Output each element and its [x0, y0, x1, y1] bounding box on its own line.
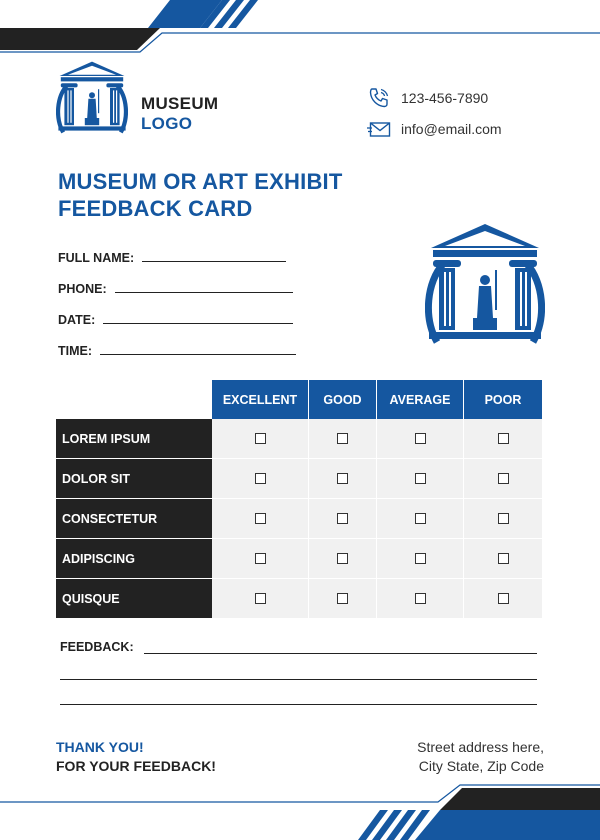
checkbox-poor[interactable] [498, 513, 509, 524]
brand-name-line2: LOGO [141, 114, 193, 133]
checkbox-poor[interactable] [498, 593, 509, 604]
checkbox-good[interactable] [337, 473, 348, 484]
column-header-poor: POOR [464, 380, 543, 419]
thank-you-line2: FOR YOUR FEEDBACK! [56, 758, 216, 774]
rating-cell[interactable] [464, 499, 543, 539]
thank-you-line1: THANK YOU! [56, 739, 144, 755]
full-name-label: FULL NAME: [58, 251, 135, 265]
checkbox-average[interactable] [415, 433, 426, 444]
rating-cell[interactable] [212, 499, 309, 539]
row-label: QUISQUE [56, 579, 212, 619]
rating-cell[interactable] [464, 579, 543, 619]
phone-field[interactable] [58, 276, 293, 296]
rating-cell[interactable] [377, 459, 464, 499]
rating-cell[interactable] [309, 499, 377, 539]
checkbox-good[interactable] [337, 513, 348, 524]
envelope-icon [367, 117, 391, 141]
rating-cell[interactable] [309, 459, 377, 499]
checkbox-excellent[interactable] [255, 553, 266, 564]
table-row [56, 419, 542, 459]
checkbox-average[interactable] [415, 593, 426, 604]
time-input-line[interactable] [100, 354, 296, 355]
museum-temple-icon [425, 222, 545, 344]
rating-cell[interactable] [212, 459, 309, 499]
phone-input-line[interactable] [115, 292, 293, 293]
checkbox-good[interactable] [337, 433, 348, 444]
rating-cell[interactable] [377, 579, 464, 619]
rating-cell[interactable] [377, 419, 464, 459]
brand-name [141, 94, 218, 134]
checkbox-excellent[interactable] [255, 433, 266, 444]
column-header-excellent: EXCELLENT [212, 380, 309, 419]
checkbox-good[interactable] [337, 553, 348, 564]
date-field[interactable] [58, 307, 293, 327]
table-row [56, 499, 542, 539]
feedback-input-line[interactable] [144, 653, 537, 654]
address-line2: City State, Zip Code [418, 758, 544, 774]
table-row [56, 539, 542, 579]
rating-cell[interactable] [377, 499, 464, 539]
rating-cell[interactable] [212, 539, 309, 579]
row-label: DOLOR SIT [56, 459, 212, 499]
page-title [58, 168, 343, 222]
checkbox-average[interactable] [415, 473, 426, 484]
feedback-input-line[interactable] [60, 704, 537, 705]
table-row [56, 579, 542, 619]
rating-header-row [56, 380, 542, 419]
rating-cell[interactable] [464, 419, 543, 459]
full-name-input-line[interactable] [142, 261, 286, 262]
rating-cell[interactable] [464, 459, 543, 499]
checkbox-excellent[interactable] [255, 473, 266, 484]
top-decoration [0, 0, 600, 60]
phone-icon [367, 86, 391, 110]
time-label: TIME: [58, 344, 93, 358]
rating-cell[interactable] [464, 539, 543, 579]
street-address [417, 738, 544, 776]
date-label: DATE: [58, 313, 96, 327]
email-contact[interactable] [367, 117, 502, 141]
rating-header-blank [56, 380, 212, 419]
checkbox-poor[interactable] [498, 473, 509, 484]
rating-cell[interactable] [309, 539, 377, 579]
museum-logo-emblem [56, 60, 128, 134]
row-label: CONSECTETUR [56, 499, 212, 539]
checkbox-poor[interactable] [498, 433, 509, 444]
rating-cell[interactable] [212, 419, 309, 459]
thank-you-message [56, 738, 216, 776]
checkbox-excellent[interactable] [255, 593, 266, 604]
row-label: LOREM IPSUM [56, 419, 212, 459]
checkbox-average[interactable] [415, 513, 426, 524]
rating-cell[interactable] [212, 579, 309, 619]
brand-name-line1: MUSEUM [141, 94, 219, 113]
table-row [56, 459, 542, 499]
rating-cell[interactable] [309, 579, 377, 619]
date-input-line[interactable] [103, 323, 293, 324]
checkbox-good[interactable] [337, 593, 348, 604]
rating-cell[interactable] [377, 539, 464, 579]
museum-temple-icon [56, 60, 128, 134]
museum-emblem-large [425, 222, 545, 344]
feedback-input-line[interactable] [60, 679, 537, 680]
full-name-field[interactable] [58, 245, 286, 265]
checkbox-average[interactable] [415, 553, 426, 564]
column-header-good: GOOD [309, 380, 377, 419]
address-line1: Street address here, [417, 739, 544, 755]
title-line2: FEEDBACK CARD [58, 196, 253, 221]
checkbox-excellent[interactable] [255, 513, 266, 524]
phone-contact[interactable] [367, 86, 488, 110]
email-address: info@email.com [401, 121, 502, 137]
bottom-decoration [0, 780, 600, 840]
phone-number: 123-456-7890 [401, 90, 489, 106]
phone-label: PHONE: [58, 282, 107, 296]
rating-cell[interactable] [309, 419, 377, 459]
title-line1: MUSEUM OR ART EXHIBIT [58, 169, 343, 194]
column-header-average: AVERAGE [377, 380, 464, 419]
time-field[interactable] [58, 338, 296, 358]
rating-table [56, 380, 542, 618]
feedback-label: FEEDBACK: [60, 640, 134, 654]
checkbox-poor[interactable] [498, 553, 509, 564]
row-label: ADIPISCING [56, 539, 212, 579]
